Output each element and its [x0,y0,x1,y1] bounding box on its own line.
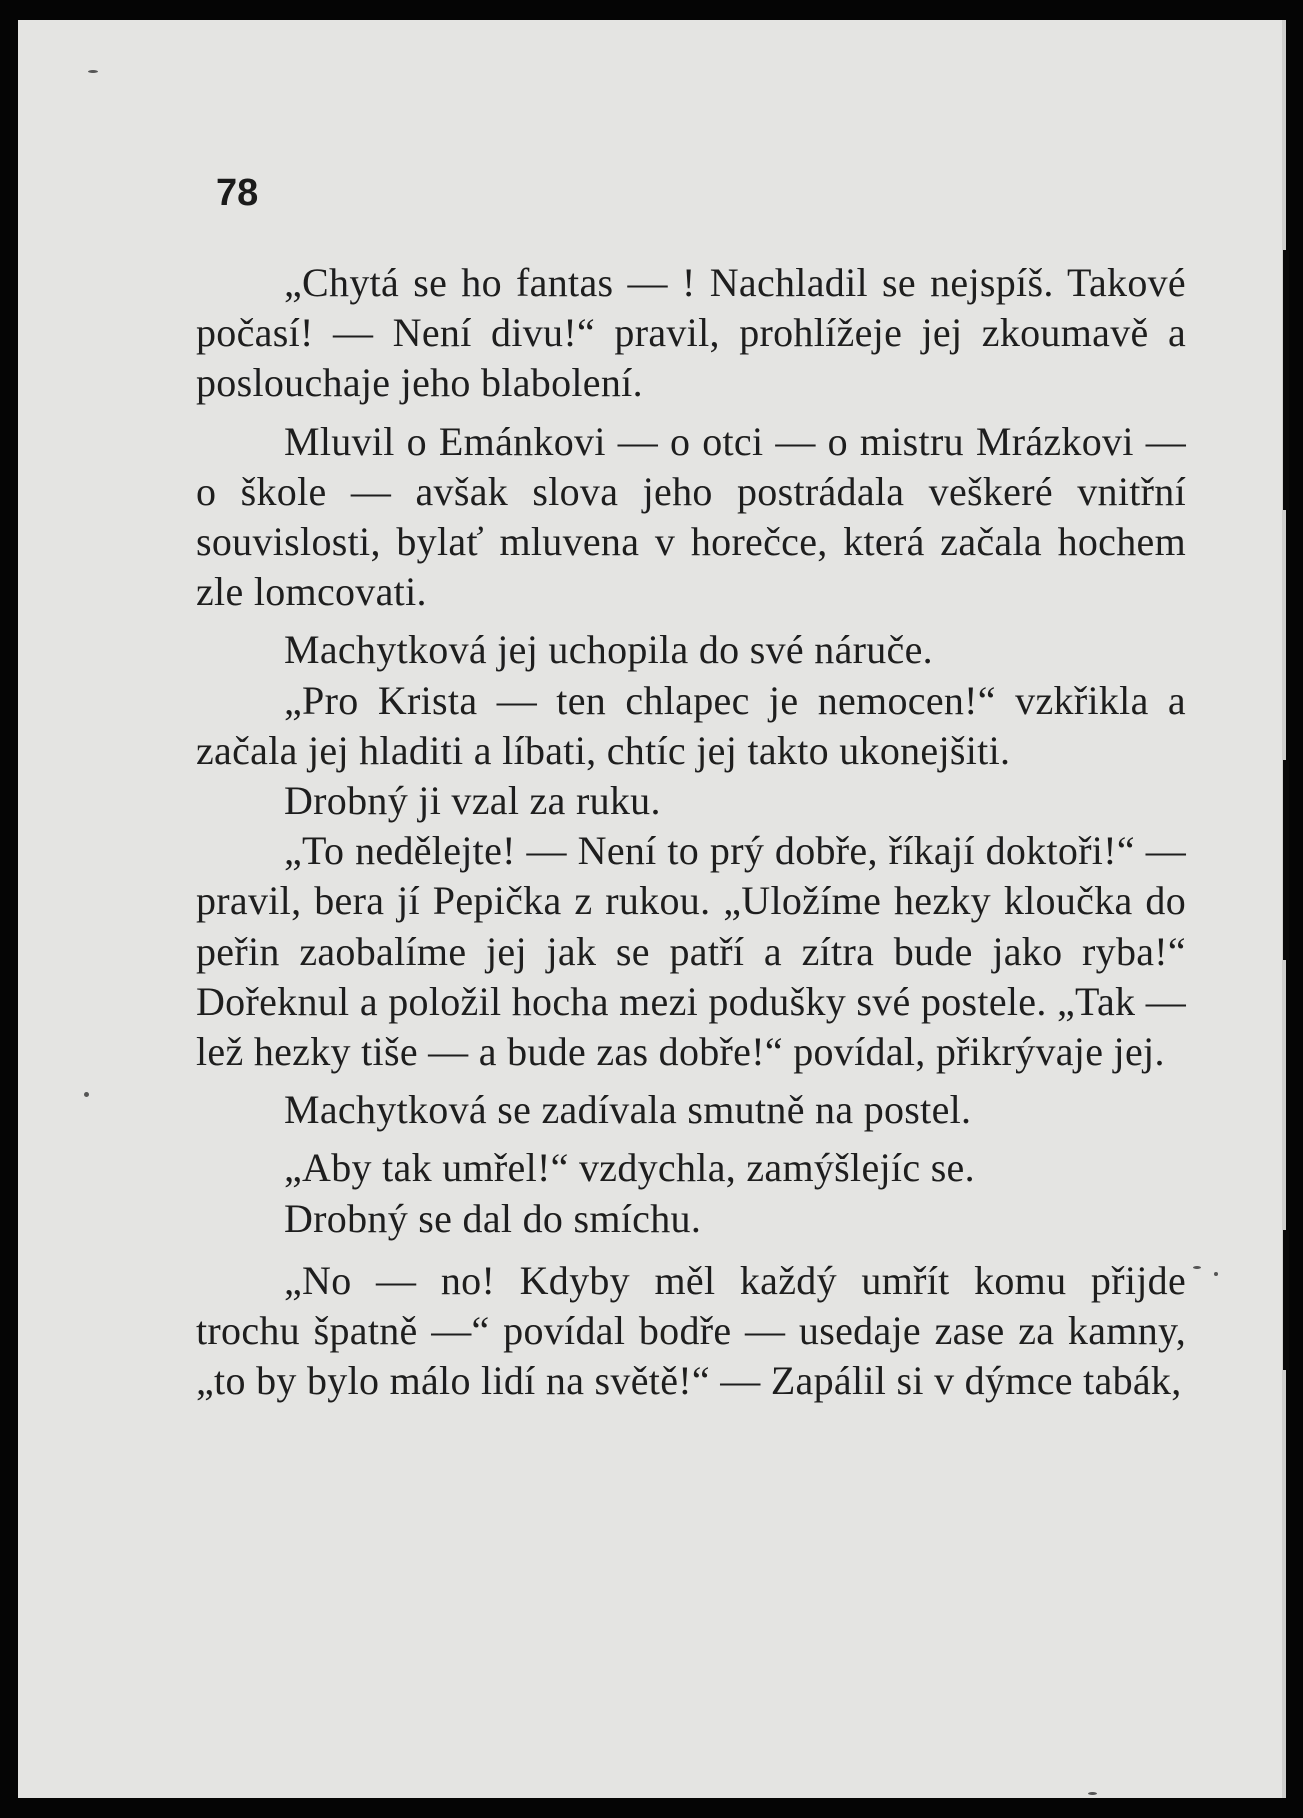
scan-edge-mark [1283,760,1289,960]
paper-speck [1193,1266,1201,1269]
paragraph-7: Machytková se zadívala smutně na postel. [284,1087,972,1133]
scan-edge-mark [1283,1230,1289,1370]
paragraph-9: Drobný se dal do smíchu. [284,1195,702,1241]
page-number: 78 [216,172,259,214]
paper-speck [88,70,98,73]
scan-edge-mark [1283,250,1289,510]
paragraph-6: „To nedělejte! — Není to prý dobře, říkají doktoři!“ — pravil, bera jí Pepička z rukou. „Uložíme hezky kloučka do peřin zaobalíme jej jak se patří a zítra bude jako ryba!“ Dořeknul a položil hocha mezi podušky své postele. „Tak — lež hezky tiše — a bude zas dobře!“ povídal, přikrývaje jej. [196,828,1186,1075]
paper-speck [1088,1792,1097,1795]
paragraph-4: „Pro Krista — ten chlapec je nemocen!“ vzkřikla a začala jej hladiti a líbati, chtíc jej takto ukonejšiti. [196,677,1186,773]
paragraph-8: „Aby tak umřel!“ vzdychla, zamýšlejíc se. [284,1145,975,1191]
body-text [196,258,1186,1406]
paragraph-1: „Chytá se ho fantas — ! Nachladil se nejspíš. Takové počasí! — Není divu!“ pravil, prohlížeje jej zkoumavě a poslouchaje jeho blabolení. [196,260,1186,406]
paper-speck [1214,1272,1218,1276]
paragraph-5: Drobný ji vzal za ruku. [284,778,661,824]
paragraph-10: „No — no! Kdyby měl každý umřít komu přijde trochu špatně —“ povídal bodře — usedaje zase za kamny, „to by bylo málo lidí na světě!“ — Zapálil si v dýmce tabák, [196,1257,1186,1404]
paragraph-2: Mluvil o Emánkovi — o otci — o mistru Mrázkovi — o škole — avšak slova jeho postrádala veškeré vnitřní souvislosti, bylať mluvena v horečce, která začala hochem zle lomcovati. [196,418,1186,615]
paper-speck [84,1092,89,1097]
book-page [18,20,1286,1798]
paragraph-3: Machytková jej uchopila do své náruče. [284,627,933,673]
